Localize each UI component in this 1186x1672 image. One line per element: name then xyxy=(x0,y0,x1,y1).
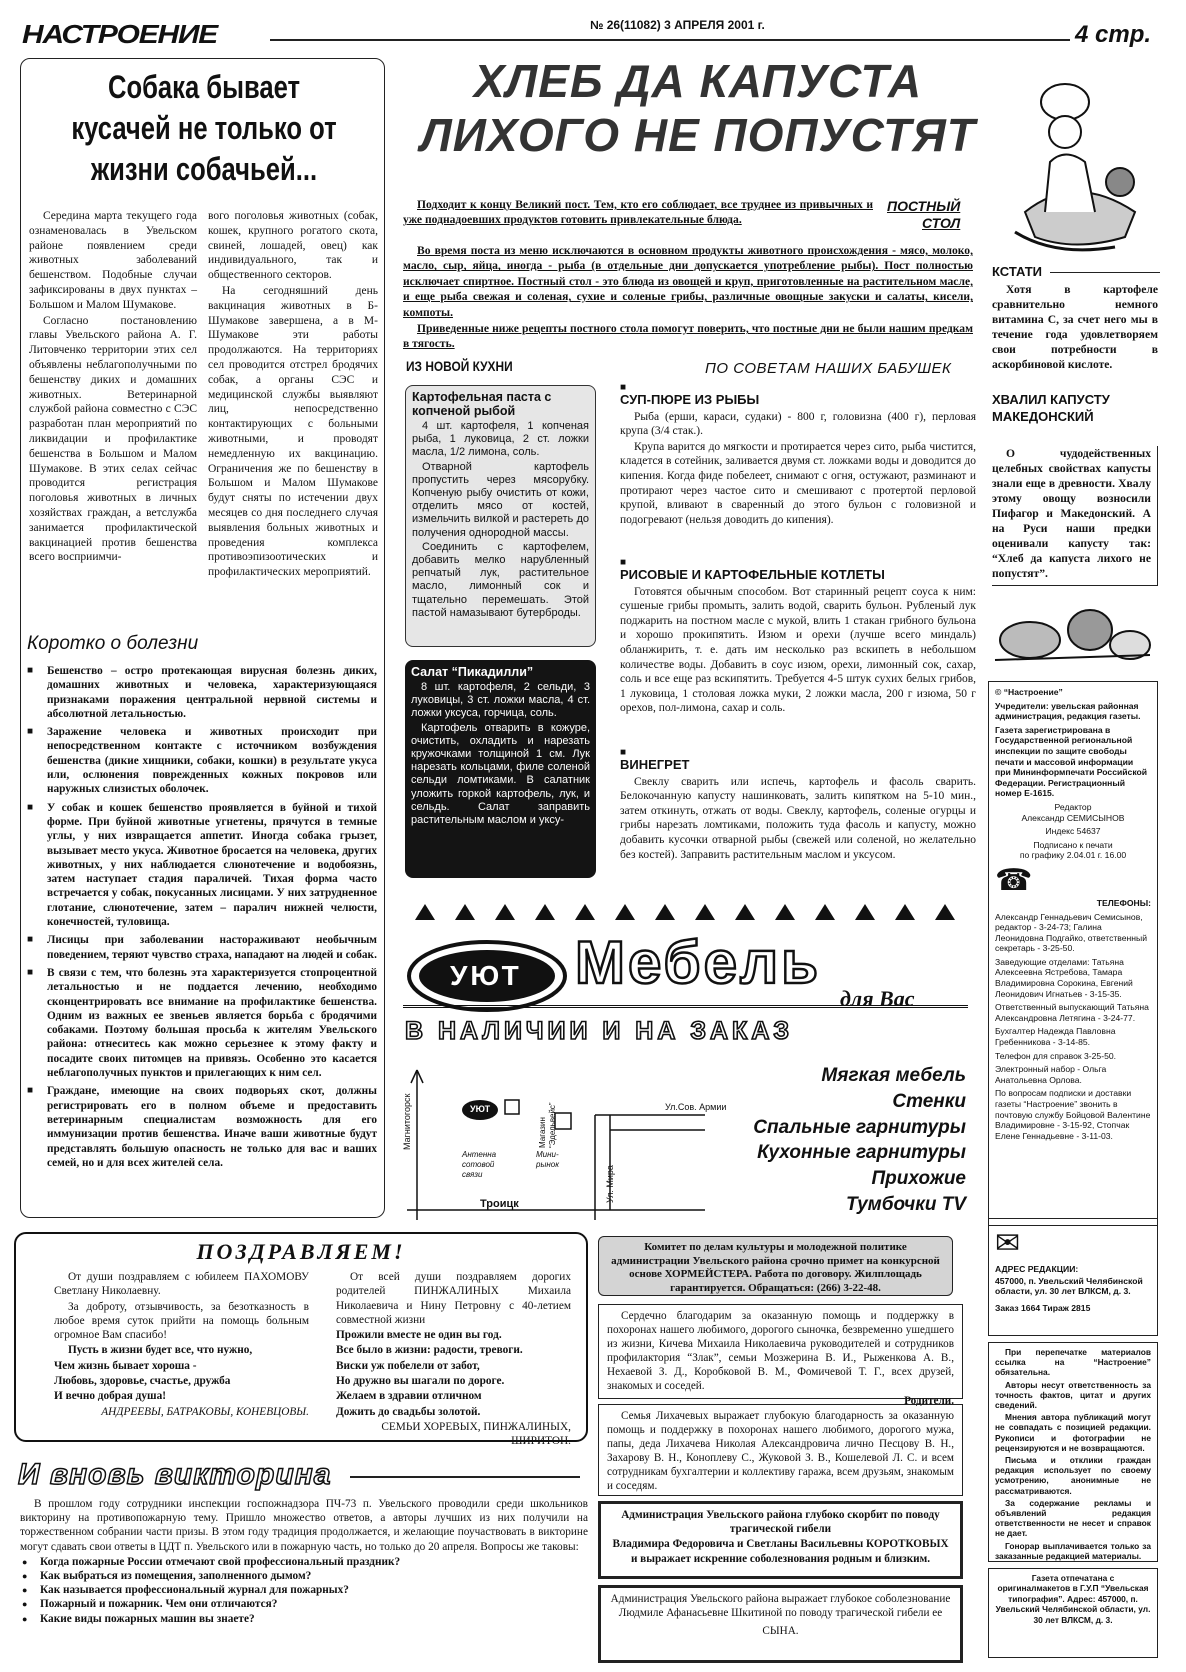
quiz-article xyxy=(20,1497,588,1626)
thanks-notice xyxy=(598,1304,963,1407)
in-stock-banner: В НАЛИЧИИ И НА ЗАКАЗ xyxy=(405,1017,794,1045)
paragraph: От души поздравляем с юбилеем ПАХОМОВУ Светлану Николаевну. xyxy=(54,1271,309,1298)
paragraph: За доброту, отзывчивость, за безотказность в любое время суток прийти на помощь больным огромное Вам спасибо! xyxy=(54,1300,309,1342)
congrats-right xyxy=(336,1270,571,1450)
mourning-notice xyxy=(598,1501,963,1579)
paragraph: Крупа варится до мягкости и протирается через сито, рыба чистится, кладется в сотейник, заливается двумя ст. ложками воды и доводится до кипения. Когда фиде побелеет, снимают с огня, остужают, разминают и протирают через частое сито и смешивают с протертой перловой крупой, вливают в сваренный до этого бульон с головизной и подогревают (нельзя доводить до кипения). xyxy=(620,440,976,526)
soup-recipe xyxy=(620,383,976,528)
congrats-title: ПОЗДРАВЛЯЕМ! xyxy=(196,1239,406,1264)
bread-lead-cont xyxy=(403,243,973,353)
phone-entry: По вопросам подписки и доставки газеты “Настроение” звонить в почтовую службу Бойцовой Валентине Владимировне - 3-15-92, Стопчак Елене Геннадьевне - 3-11-03. xyxy=(995,1088,1151,1141)
pasta-recipe xyxy=(405,385,596,647)
poem-line: Прожили вместе не один вы год. xyxy=(336,1329,502,1342)
poem-line: Все было в жизни: радости, тревоги. xyxy=(336,1344,523,1357)
brief-list xyxy=(27,664,377,1174)
recipe-title: СУП-ПЮРЕ ИЗ РЫБЫ xyxy=(620,392,760,407)
note: Мнения автора публикаций могут не совпадать с позицией редакции. Рукописи и фотографии не рецензируются и не возвращаются. xyxy=(995,1412,1151,1453)
poem-line: Виски уж побелели от забот, xyxy=(336,1359,480,1372)
list-item: ● Когда пожарные России отмечают свой профессиональный праздник? xyxy=(20,1555,588,1569)
paragraph: Администрация Увельского района глубоко скорбит по поводу трагической гибели xyxy=(621,1509,940,1535)
paragraph: Владимира Федоровича и Светланы Васильевны КОРОТКОВЫХ xyxy=(612,1538,949,1550)
list-item: ● Какие виды пожарных машин вы знаете? xyxy=(20,1612,588,1626)
grandmas-heading: ПО СОВЕТАМ НАШИХ БАБУШЕК xyxy=(705,360,952,377)
phones-title: ТЕЛЕФОНЫ: xyxy=(1096,897,1151,908)
paragraph: Готовятся обычным способом. Вот старинный рецепт соуса к ним: сушеные грибы промыть, залить водой, сварить бульон. Рубленый лук поджарить на постном масле с мукой, влить 1 стакан грибного бульона и хорошо прокипятить. Изюм и орехи (лучше всего миндаль) обланжирить, т. е. дать им несколько раз вскипеть в небольшом количестве воды. Добавить в соус изюм, орехи, лимонный сок, сахар, соль и все еще раз вскипятить. Требуется 4-5 штук сухих белых грибов, 1 луковица, 1 столовая ложка муки, 2 ложки масла, 200 г изюма, 50 г орехов, пол-лимона, сахар и соль. xyxy=(620,585,976,715)
new-kitchen-heading: ИЗ НОВОЙ КУХНИ xyxy=(406,358,513,374)
trees-border-icon xyxy=(405,900,970,924)
paragraph: Приведенные ниже рецепты постного стола помогут поверить, что постные дни не были нашим предкам в тягость. xyxy=(403,322,973,351)
phone-entry: Бухгалтер Надежда Павловна Гребенникова - 3-14-85. xyxy=(995,1026,1116,1048)
phone-icon: ☎ xyxy=(995,863,1033,897)
chef-illustration-icon xyxy=(995,62,1155,262)
address-text: 457000, п. Увельский Челябинской области, ул. 30 лет ВЛКСМ, д. 3. xyxy=(995,1275,1143,1297)
signed-label: Подписано к печати xyxy=(1033,839,1113,850)
thanks-notice-2: Семья Лихачевых выражает глубокую благодарность за оказанную помощь и поддержку в похоронах нашего любимого, дорогого мужа, папы, деда Лихачева Николая Александровича лично Песцову В. Н., Захарову В. Н., Коноплеву С., Жуковой З. В., Кошелевой Л. С. и всем сотрудникам бухгалтерии и коллективу гаража, всем друзьям, знакомым и соседям. xyxy=(598,1404,963,1496)
paragraph: Согласно постановлению главы Увельского района А. Г. Литовченко территории этих сел объявлены неблагополучными по бешенству диких и домашних животных. Ветеринарной службой района совместно с СЭС разработан план мероприятий по ликвидации и профилактике бешенства в Большом и Малом Шумакове. В этих селах сейчас проводится регистрация поголовья животных в личных хозяйствах граждан, а ветслужба занимается профилактической вакцинацией против бешенства всего восприимчи- xyxy=(29,314,197,564)
furniture-strip xyxy=(403,1005,968,1008)
kstati-text: Хотя в картофеле сравнительно немного витамина С, за счет него мы в течение года удовлетворяем свои потребности в аскорбиновой кислоте. xyxy=(992,283,1158,371)
signature: Родители. xyxy=(904,1395,954,1407)
list-item: ■ Лисицы при заболевании настораживают необычным поведением, теряют чувство страха, нападают на людей и собак. xyxy=(27,933,377,962)
quiz-questions xyxy=(20,1555,588,1626)
paragraph: Рыба (ерши, караси, судаки) - 800 г, головизна (400 г), перловая крупа (3/4 стак.). xyxy=(620,410,976,438)
bread-lead xyxy=(403,197,873,229)
recipe-title: Салат “Пикадилли” xyxy=(411,665,534,679)
list-item: ■ Граждане, имеющие на своих подворьях скот, должны регистрировать его в полном объеме и предоставить ветеринарным специалистам возможность для его иммунизации против бешенства. Иначе ваши животные будут представлять большую опасность не только для вас и ваших семей, но и для всех жителей села. xyxy=(27,1084,377,1170)
quiz-title: И вновь викторина xyxy=(18,1458,332,1491)
dog-article-col2 xyxy=(208,209,378,581)
poem-line: Желаем в здравии отличном xyxy=(336,1390,482,1403)
map-label-antenna: Антенна сотовой связи xyxy=(462,1150,497,1180)
quiz-rule xyxy=(350,1476,580,1478)
paragraph: вого поголовья животных (собак, кошек, крупного рогатого скота, свиней, лошадей, овец) как индивидуального, так и общественного секторов. xyxy=(208,210,378,282)
committee-ad: Комитет по делам культуры и молодежной политике администрации Увельского района срочно примет на конкурсной основе ХОРМЕЙСТЕРА. Работа по договору. Жилплощадь гарантируется. Обращаться: (266) 3-22-48. xyxy=(598,1236,953,1296)
address-box xyxy=(988,1218,1158,1336)
paragraph: Соединить с картофелем, добавить мелко нарубленный репчатый лук, растительное масло, лимонный сок и тщательно перемешать. Этой пастой намазывают бутерброды. xyxy=(412,540,589,619)
fast-table-label xyxy=(887,198,960,232)
dog-article-title: Собака бывает кусачей не только от жизни собачьей... xyxy=(71,69,337,187)
paragraph: В прошлом году сотрудники инспекции госпожнадзора ПЧ-73 п. Увельского проводили среди школьников викторину на противопожарную тему. Пришло множество ответов, а авторы лучших из них получили на торжественном собрании части призы. В этом году традиция продолжается, и желающие поучаствовать в викторине могут сдавать свои ответы в ЦДТ п. Увельского или в пожарную часть, но только до 20 апреля. Вопросы же таковы: xyxy=(20,1498,588,1553)
for-you-text: для Вас xyxy=(840,986,915,1011)
paragraph: Отварной картофель пропустить через мясорубку. Копченую рыбу очистить от кожи, отделить мясо от костей, измельчить вилкой и растереть до получения однородной массы. xyxy=(412,460,589,539)
title-line: ХЛЕБ ДА КАПУСТА xyxy=(473,55,923,107)
square-bullet-icon: ■ xyxy=(620,382,627,393)
bread-article-title xyxy=(408,54,988,162)
copyright: © “Настроение” xyxy=(995,687,1063,697)
paragraph: Сердечно благодарим за оказанную помощь и поддержку в похоронах нашего любимого, дорогого сыночка, безвременно ушедшего из жизни, Кичева Михаила Николаевича руководителей и сотрудников профилактория “Злак”, семьи Мозжерина В. И., Рыженкова А. В., Нехаевой З. Д., Коробковой В. М., Фомичевой Т. Г., всех друзей, знакомых и соседей. xyxy=(607,1310,954,1392)
editor-label: Редактор xyxy=(1054,801,1092,812)
map-label-magnitogorsk: Магнитогорск xyxy=(402,1093,412,1150)
map-label-edelweiss: Магазин “Эдельвейс” xyxy=(538,1102,558,1148)
paragraph: Подходит к концу Великий пост. Тем, кто его соблюдает, все труднее из привычных и уже поднадоевших продуктов готовить привлекательные блюда. xyxy=(403,198,873,227)
praise-heading: ХВАЛИЛ КАПУСТУ МАКЕДОНСКИЙ xyxy=(992,392,1110,424)
list-item: ● Пожарный и пожарник. Чем они отличаются? xyxy=(20,1597,588,1611)
map-label-mira: Ул. Мира xyxy=(605,1165,615,1203)
paragraph: 8 шт. картофеля, 2 сельди, 3 луковицы, 3 ст. ложки масла, 4 ст. ложки уксуса, горчица, соль. xyxy=(411,681,590,720)
poem-line: Пусть в жизни будет все, что нужно, xyxy=(68,1344,253,1357)
mourning-notice-2 xyxy=(598,1585,963,1663)
paragraph: Администрация Увельского района выражает глубокое соболезнование Людмиле Афанасьевне Шкитиной по поводу трагической гибели ее xyxy=(610,1593,951,1619)
furniture-item: Мягкая мебель xyxy=(821,1065,966,1086)
uyut-logo-text: УЮТ xyxy=(450,960,522,991)
list-item: ■ У собак и кошек бешенство проявляется в буйной и тихой форме. При буйной животные угнетены, прячутся в темные углы, у них извращается аппетит. Иногда собака грызет, вызывает место укуса. Животное бросается на человека, других животных, у них наблюдается слюнотечение и водобоязнь, затем наступает стадия параличей. Тихая форма часто встречается у собак, покусанных лисицами. У них затрудненное глотание, слюнотечение, затем – паралич нижней челюсти, конечностей, туловища. xyxy=(27,801,377,930)
note: Гонорар выплачивается только за заказанные редакцией материалы. xyxy=(995,1540,1151,1561)
list-item: ● Как называется профессиональный журнал для пожарных? xyxy=(20,1583,588,1597)
imprint-box xyxy=(988,681,1158,1226)
paragraph: СЫНА. xyxy=(762,1625,799,1637)
signed-value: по графику 2.04.01 г. 16.00 xyxy=(1019,850,1127,861)
paragraph: Во время поста из меню исключаются в основном продукты животного происхождения - мясо, молоко, масло, сыр, яйца, иногда - рыба (в отдельные дни допускается употребление рыбы). Пост полностью исключает спиртное. Постный стол - это блюда из овощей и круп, приготовленные на растительном масле, и еще рыба свежая и соленая, сухие и соленые грибы, различные овощные закуски и салаты, кисели, компоты. xyxy=(403,244,973,319)
label-line: ПОСТНЫЙ xyxy=(887,198,961,214)
paragraph: Середина марта текущего года ознаменовалась в Увельском районе появлением среди животных заболеваний бешенством. Подобные случаи зафиксированы в двух пунктах – Большом и Малом Шумакове. xyxy=(29,210,197,311)
label-line: СТОЛ xyxy=(922,215,961,231)
section-title: НАСТРОЕНИЕ xyxy=(22,19,218,49)
furniture-item: Спальные гарнитуры xyxy=(753,1116,966,1138)
brief-title: Коротко о болезни xyxy=(27,633,199,654)
address-title: АДРЕС РЕДАКЦИИ: xyxy=(995,1264,1079,1274)
list-item: ■ Бешенство – остро протекающая вирусная болезнь диких, домашних животных и человека, характеризующаяся признаками поражения центральной нервной системы и абсолютной летальностью. xyxy=(27,664,377,721)
furniture-item: Кухонные гарнитуры xyxy=(757,1142,966,1164)
paragraph: От всей души поздравляем дорогих родителей ПИНЖАЛИНЫХ Михаила Николаевича и Нину Петровну с 40-летием совместной жизни xyxy=(336,1271,571,1326)
recipe-title: РИСОВЫЕ И КАРТОФЕЛЬНЫЕ КОТЛЕТЫ xyxy=(620,567,885,582)
dog-article xyxy=(20,58,385,1218)
poem-line: Дожить до свадьбы золотой. xyxy=(336,1405,481,1418)
editorial-notes xyxy=(988,1342,1158,1562)
page-number: 4 стр. xyxy=(1075,21,1152,48)
note: За содержание рекламы и объявлений редакция ответственности не несет и справок не дает. xyxy=(995,1497,1151,1539)
cutlets-recipe xyxy=(620,558,976,717)
phone-entry: Александр Геннадьевич Семисынов, редактор - 3-24-73; Галина Леонидовна Подгайко, ответственный секретарь - 3-25-50. xyxy=(995,911,1148,954)
map-label-market: Мини-рынок xyxy=(536,1150,559,1170)
phone-entry: Ответственный выпускающий Татьяна Александровна Летягина - 3-24-77. xyxy=(995,1002,1149,1023)
title-line: ЛИХОГО НЕ ПОПУСТЯТ xyxy=(420,109,976,161)
furniture-word: Мебель xyxy=(575,929,821,996)
furniture-item: Прихожие xyxy=(871,1168,966,1190)
phone-entry: Электронный набор - Ольга Анатольевна Орлова. xyxy=(995,1064,1107,1085)
map-label-sov-army: Ул.Сов. Армии xyxy=(665,1102,727,1112)
paragraph: и выражает искренние соболезнования родным и близким. xyxy=(630,1553,931,1565)
recipe-title: Картофельная паста с копченой рыбой xyxy=(412,390,552,418)
vinegret-recipe xyxy=(620,748,976,863)
issue-date: № 26(11082) 3 АПРЕЛЯ 2001 г. xyxy=(590,18,765,32)
header-rule xyxy=(270,39,1070,41)
phone-entry: Телефон для справок 3-25-50. xyxy=(995,1050,1117,1061)
editor-name: Александр СЕМИСЫНОВ xyxy=(1021,812,1125,823)
poem-line: Чем жизнь бывает хороша - xyxy=(54,1359,197,1372)
paragraph: На сегодняшний день вакцинация животных в Б-Шумакове завершена, а в М-Шумакове эти работы продолжаются. На территориях сел проводится отстрел бродячих собак, а органы СЭС и медицинской службы выявляют лиц, непосредственно контактирующих с больными животными, и проводят немедленную их вакцинацию. Ограничения же по бешенству в Большом и Малом Шумакове будут сняты по истечении двух месяцев со дня последнего случая выявления больных животных и проведения комплекса противоэпизоотических и профилактических мероприятий. xyxy=(208,284,378,579)
praise-text: О чудодейственных целебных свойствах капусты знали еще в древности. Хвалу этому овощу возносили Пифагор и Македонский. А на Руси наши предки оценивали капусту так: “Хлеб да капуста лихого не попустят”. xyxy=(992,446,1158,586)
congrats-left xyxy=(54,1270,309,1420)
order-info: Заказ 1664 Тираж 2815 xyxy=(995,1302,1091,1313)
printing-info: Газета отпечатана с оригиналмакетов в Г.У.П “Увельская типография”. Адрес: 457000, п. Увельский Челябинской области, ул. 30 лет ВЛКСМ, д. 3. xyxy=(988,1568,1158,1658)
envelope-icon: ✉ xyxy=(995,1227,1021,1260)
poem-line: И вечно добрая душа! xyxy=(54,1390,166,1403)
paragraph: 4 шт. картофеля, 1 копченая рыба, 1 луковица, 2 ст. ложки масла, 1/2 лимона, соль. xyxy=(412,420,589,459)
signature: АНДРЕЕВЫ, БАТРАКОВЫ, КОНЕВЦОВЫ. xyxy=(101,1405,309,1418)
signature: СЕМЬИ ХОРЕВЫХ, ПИНЖАЛИНЫХ, ШИРИТОН. xyxy=(381,1420,571,1448)
kstati-rule xyxy=(1050,272,1160,273)
registration: Газета зарегистрирована в Государственной региональной инспекции по защите свободы печати и массовой информации при Мининформпечати Российской Федерации. Регистрационный номер Е-1615. xyxy=(995,724,1148,799)
note: Письма и отклики граждан редакция использует по своему усмотрению, анонимные не рассматриваются. xyxy=(995,1455,1151,1496)
dog-article-col1 xyxy=(29,209,197,566)
furniture-item: Стенки xyxy=(892,1090,966,1112)
note: Авторы несут ответственность за точность фактов, цитат и других сведений. xyxy=(995,1379,1151,1411)
poem-line: Любовь, здоровье, счастье, дружба xyxy=(54,1375,231,1388)
paragraph: Свеклу сварить или испечь, картофель и фасоль сварить. Белокочанную капусту нашинковать, залить кипятком на 5-10 мин., затем откинуть, отжать от воды. Свеклу, картофель, соленые огурцы и грибы нарезать ломтиками, положить туда фасоль и капусту, можно добавить кусочки отварной рыбы (свежей или соленой, но желательно без костей). Заправить растительным маслом и уксусом. xyxy=(620,775,976,861)
salad-recipe xyxy=(405,660,596,878)
map-label-troitsk: Троицк xyxy=(480,1198,519,1210)
square-bullet-icon: ■ xyxy=(620,557,627,568)
list-item: ■ Заражение человека и животных происходит при непосредственном контакте с источником возбуждения бешенства (дикие хищники, собаки, кошки) в результате укуса или, ослюнения поврежденных кожных покровов или наружных слизистых оболочек. xyxy=(27,725,377,796)
square-bullet-icon: ■ xyxy=(620,747,627,758)
congrats-box xyxy=(14,1232,588,1448)
furniture-list xyxy=(700,1063,966,1218)
recipe-title: ВИНЕГРЕТ xyxy=(620,757,690,772)
vegetables-illustration-icon xyxy=(990,600,1160,670)
poem-line: Но дружно вы шагали по дороге. xyxy=(336,1375,505,1388)
phone-entry: Заведующие отделами: Татьяна Алексеевна Ястребова, Тамара Владимировна Сорокина, Евгений Леонидович Игнатьев - 3-15-35. xyxy=(995,956,1133,999)
list-item: ■ В связи с тем, что болезнь эта характеризуется стопроцентной летальностью и не поддается лечению, необходимо сконцентрировать все внимание на профилактике бешенства. Одним из важных ее звеньев является борьба с бродячими собаками. Поэтому большая просьба к жителям Увельского района: отнеситесь как можно серьезнее к этому факту и посадите своих питомцев на привязь. Особенно это касается неблагополучных пунктов и прилегающих к ним сел. xyxy=(27,966,377,1080)
map-label-uyut: УЮТ xyxy=(470,1104,491,1114)
list-item: ● Как выбраться из помещения, заполненного дымом? xyxy=(20,1569,588,1583)
furniture-item: Тумбочки TV xyxy=(845,1193,966,1215)
index: Индекс 54637 xyxy=(1045,826,1101,837)
note: При перепечатке материалов ссылка на “Настроение” обязательна. xyxy=(995,1347,1151,1378)
paragraph: Картофель отварить в кожуре, очистить, охладить и нарезать кружочками толщиной 1 см. Лук нарезать кольцами, филе соленой сельди ломтиками. В салатник уложить горкой картофель, лук, и сельдь. Салат заправить растительным маслом и уксу- xyxy=(411,721,590,827)
founders: Учредители: увельская районная администрация, редакция газеты. xyxy=(995,700,1141,722)
kstati-heading: КСТАТИ xyxy=(992,264,1042,279)
